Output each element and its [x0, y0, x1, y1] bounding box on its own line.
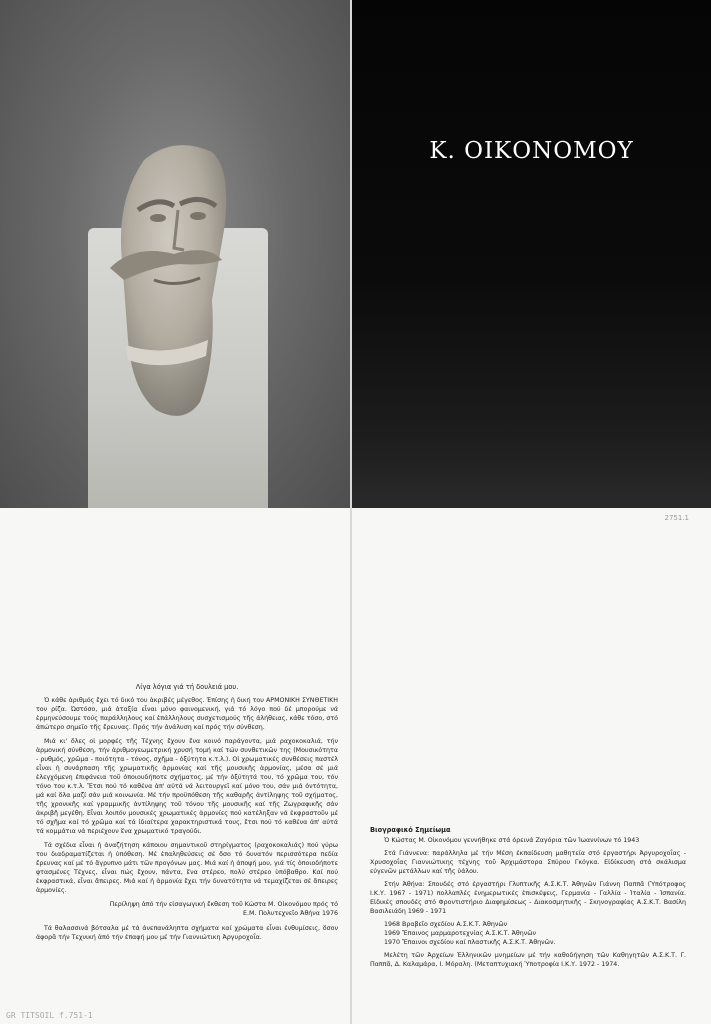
statement-source — [36, 900, 338, 918]
title-panel — [352, 0, 711, 508]
statement-source-line: Ε.Μ. Πολυτεχνεῖο Ἀθήνα 1976 — [243, 910, 338, 917]
biography-column — [370, 826, 686, 973]
statement-paragraph: Ὁ κάθε ἀριθμός ἔχει τό δικό του ἀκριβές μέγεθος. Ἐπίσης ἡ δική του ΑΡΜΟΝΙΚΗ ΣΥΝΘΕΤΙΚΗ τον ρίζα. Ὠστόσο, μιά ἀταξία εἶναι μόνο φαινομενική, γιά τό λόγο πού δέ μπορούμε νά ἑρμηνεύσουμε τούς παράλληλους καί ἐπάλληλους συσχετισμούς τῆς ἀλήθειας, κάθε τόσο, στό ἀπώτερο σημεῖο τῆς ἔρευνας. Πρός τήν ἀνάλυση καί πρός τήν σύνθεση. — [36, 697, 338, 731]
biography-paragraph: Στά Γιάννενα: παράλληλα μέ τήν Μέση ἐκπαίδευση μαθητεία στό ἐργαστήρι Ἀργυροχοΐας - Χρυσοχοΐας Γιαννιώτικης τέχνης τοῦ Ἀρχιμάστορα Σπύρου Γκόγκα. Εἰδίκευση στά σκάλισμα εὐγενῶν μετάλλων καί τῆς ὑάλου. — [370, 850, 686, 875]
award-item: 1970 Ἔπαινοι σχεδίου καί πλαστικῆς Α.Σ.Κ.Τ. Ἀθηνῶν. — [384, 939, 556, 946]
award-item: 1968 Βραβεῖο σχεδίου Α.Σ.Κ.Τ. Ἀθηνῶν — [384, 921, 508, 928]
stone-head-sculpture-image — [104, 140, 239, 430]
biography-paragraph: Ὁ Κώστας Μ. Οἰκονόμου γεννήθηκε στά ὀρεινά Ζαγόρια τῶν Ἰωαννίνων τό 1943 — [384, 837, 640, 844]
biography-paragraph: Μελέτη τῶν Ἀρχείων Ἑλληνικῶν μνημείων μέ τήν καθοδήγηση τῶν Καθηγητῶν Α.Σ.Κ.Τ. Γ. Παππᾶ, Δ. Καλαμάρα, Ι. Μόραλη. (Μεταπτυχιακή Ὑποτροφία Ι.Κ.Υ. 1972 - 1974. — [370, 952, 686, 968]
biography-heading: Βιογραφικό Σημείωμα — [370, 826, 451, 834]
archive-mark-top: 2751.1 — [664, 514, 689, 522]
archive-mark-bottom: GR TITSOIL f.751-1 — [6, 1011, 93, 1020]
biography-paragraph: Στήν Ἀθήνα: Σπουδές στό ἐργαστήρι Γλυπτικῆς Α.Σ.Κ.Τ. Ἀθηνῶν Γιάννη Παππᾶ (Ὑπότροφος Ι.Κ.Υ. 1967 - 1971) πολλαπλές ἐνημερωτικές ἐπισκέψεις, Γερμανία - Γαλλία - Ἰταλία - Ἰσπανία. Εἰδικές σπουδές στό Φροντιστήριο Διαφημίσεως - Διακοσμητικῆς - Σκηνογραφίας Α.Σ.Κ.Τ. Βασίλη Βασιλειάδη 1969 - 1971 — [370, 881, 686, 915]
statement-paragraph: Μιά κι' ὅλες οἱ μορφές τῆς Τέχνης ἔχουν ἕνα κοινό παράγοντα, μιά ραχοκοκαλιά, τήν ἁρμονική σύνθεση, τήν ἀριθμογεωμετρική χρυσή τομή καί τών συνθετικῶν της (Μουσικότητα - ρυθμός, χρῶμα - ποιότητα - τόνος, σχῆμα - ὀξύτητα κ.τ.λ.). Οἱ χρωματικές συνθέσεις παστέλ εἶναι ἡ συνάρπαση τῆς χρωματικῆς ἁρμονίας καί τῆς μουσικῆς ἁρμονίας, μέσα σέ μιά ἐλεγχόμενη ἐπιφάνεια τοῦ ὁποιουδήποτε σχήματος, μέ τήν ὀξύτητά του, τό χρῶμα του, τόν τόνο του κ.τ.λ. Ἔτσι πού τό καθένα ἀπ' αὐτά νά λειτουργεῖ καί μόνο του, σάν μιά ὀντότητα, μά καί ὅλα μαζί σάν μιά κοινωνία. Μέ τήν προϋπόθεση τῆς καθαρῆς ἀντίληψης τοῦ σχήματος, τῆς χρονικῆς καί γραμμικῆς ἀντίληψης τοῦ τόνου τῆς μουσικῆς καί τῆς Ζωγραφικῆς σάν ἀκριβῆ μεγέθη. Εἶναι λοιπόν μουσικές χρωματικές ἁρμονίες πού κατέληξαν νά ἐκφραστοῦν μέ τό σχῆμα καί τό χρῶμα καί τά ἰδιαίτερα χαρακτηριστικά τους, ἔτσι πού τό καθένα ἀπ' αὐτά τά κομμάτια νά περιέχουν ἕνα χρωματικό τραγούδι. — [36, 738, 338, 835]
statement-closing: Τά θαλασσινά βότσαλα μέ τά ἀνεπανάληπτα σχήματα καί χρώματα εἶναι ἐνθυμίσεις, ὅσον ἀφορᾶ τήν Τεχνική ἀπό τήν ἐπαφή μου μέ τήν Γιαννιώτικη Ἀργυροχοΐα. — [36, 925, 338, 941]
artist-title: Κ. ΟΙΚΟΝΟΜΟΥ — [429, 138, 634, 164]
award-item: 1969 Ἔπαινος μαρμαροτεχνίας Α.Σ.Κ.Τ. Ἀθηνῶν — [384, 930, 537, 937]
fold-line — [350, 0, 352, 1024]
statement-paragraph: Τά σχέδια εἶναι ἡ ἀναζήτηση κάποιου σημαντικοῦ στηρίγματος (ραχοκοκαλιάς) πού γύρω του διαδραματίζεται ἡ ὑπόθεση. Μέ ἐπαληθεύσεις σέ ὅσο τό δυνατόν περισσότερα πεδία ἔρευνας καί μέ τό ἄγρυπνο μάτι τῶν προγόνων μας. Μιά καί ἡ ἀποψή μου, γιά τίς ὁποιοδήποτε φτασμένες Τέχνες, εἶναι πώς ἔχουν, πάντα, ἕνα στέρεο, πολύ στέρεο ὑπόβαθρο. Καί πού ἐκφραστικά, εἶναι ἄπειρες. Μιά καί ἡ ἁρμονία ἔχει τήν δυνατότητα νά τεμαχίζεται σέ ἄπειρες ἁρμονίες. — [36, 842, 338, 894]
awards-list — [370, 920, 686, 947]
statement-column — [36, 683, 338, 947]
statement-heading: Λίγα λόγια γιά τή δουλειά μου. — [135, 683, 239, 691]
statement-source-line: Περίληψη ἀπό τήν εἰσαγωγική ἔκθεση τοῦ Κώστα Μ. Οἰκονόμου πρός τό — [109, 901, 338, 908]
sculpture-photo — [0, 0, 350, 508]
